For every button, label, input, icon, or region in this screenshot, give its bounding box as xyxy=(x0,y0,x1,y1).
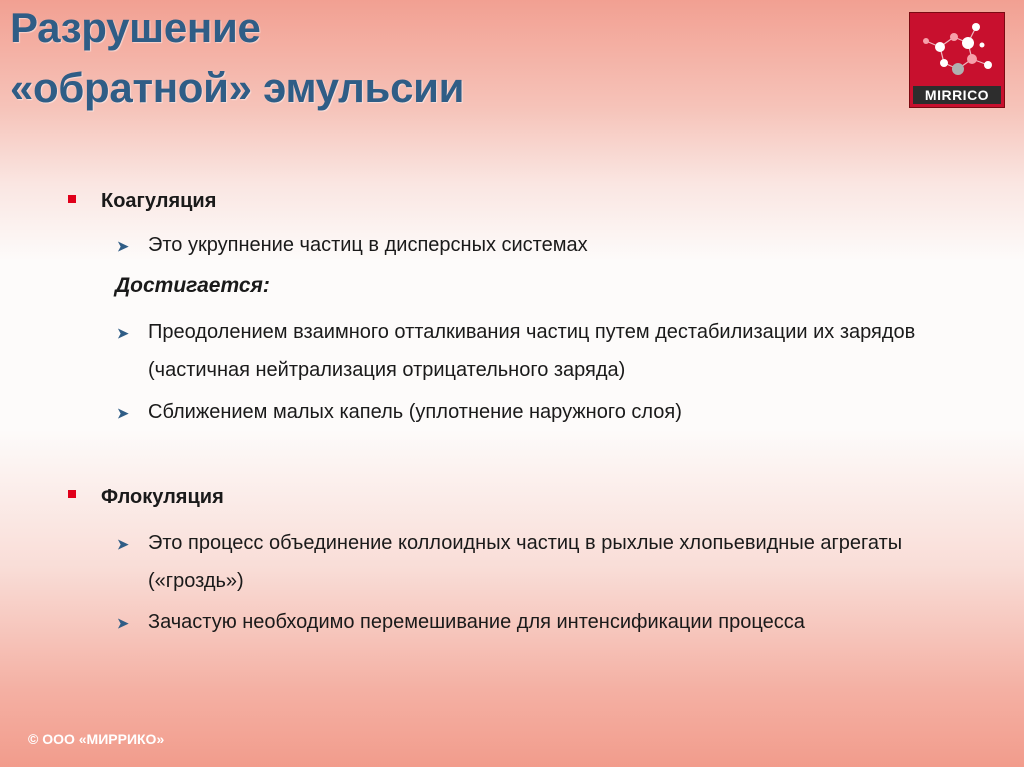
section-heading-coagulation: Коагуляция xyxy=(101,190,217,212)
logo-text: MIRRICO xyxy=(913,86,1001,104)
arrow-bullet-icon: ➤ xyxy=(117,325,129,341)
arrow-bullet-icon: ➤ xyxy=(117,615,129,631)
arrow-bullet-icon: ➤ xyxy=(117,536,129,552)
list-item: Это укрупнение частиц в дисперсных системах xyxy=(148,234,588,256)
page-title-line-2: «обратной» эмульсии xyxy=(10,64,465,111)
arrow-bullet-icon: ➤ xyxy=(117,238,129,254)
list-item: Зачастую необходимо перемешивание для интенсификации процесса xyxy=(148,611,805,633)
bullet-square xyxy=(68,195,76,203)
bullet-square xyxy=(68,490,76,498)
list-item: Это процесс объединение коллоидных частиц в рыхлые хлопьевидные агрегаты («гроздь») xyxy=(148,532,903,592)
list-item: Преодолением взаимного отталкивания частиц путем дестабилизации их зарядов (частичная нейтрализация отрицательного заряда) xyxy=(148,321,916,381)
arrow-bullet-icon: ➤ xyxy=(117,405,129,421)
footer-copyright: © ООО «МИРРИКО» xyxy=(28,731,165,747)
list-item: Сближением малых капель (уплотнение наружного слоя) xyxy=(148,401,682,423)
section-heading-flocculation: Флокуляция xyxy=(101,486,224,508)
page-title-line-1: Разрушение xyxy=(10,4,261,51)
subheading-achieved: Достигается: xyxy=(115,274,270,297)
